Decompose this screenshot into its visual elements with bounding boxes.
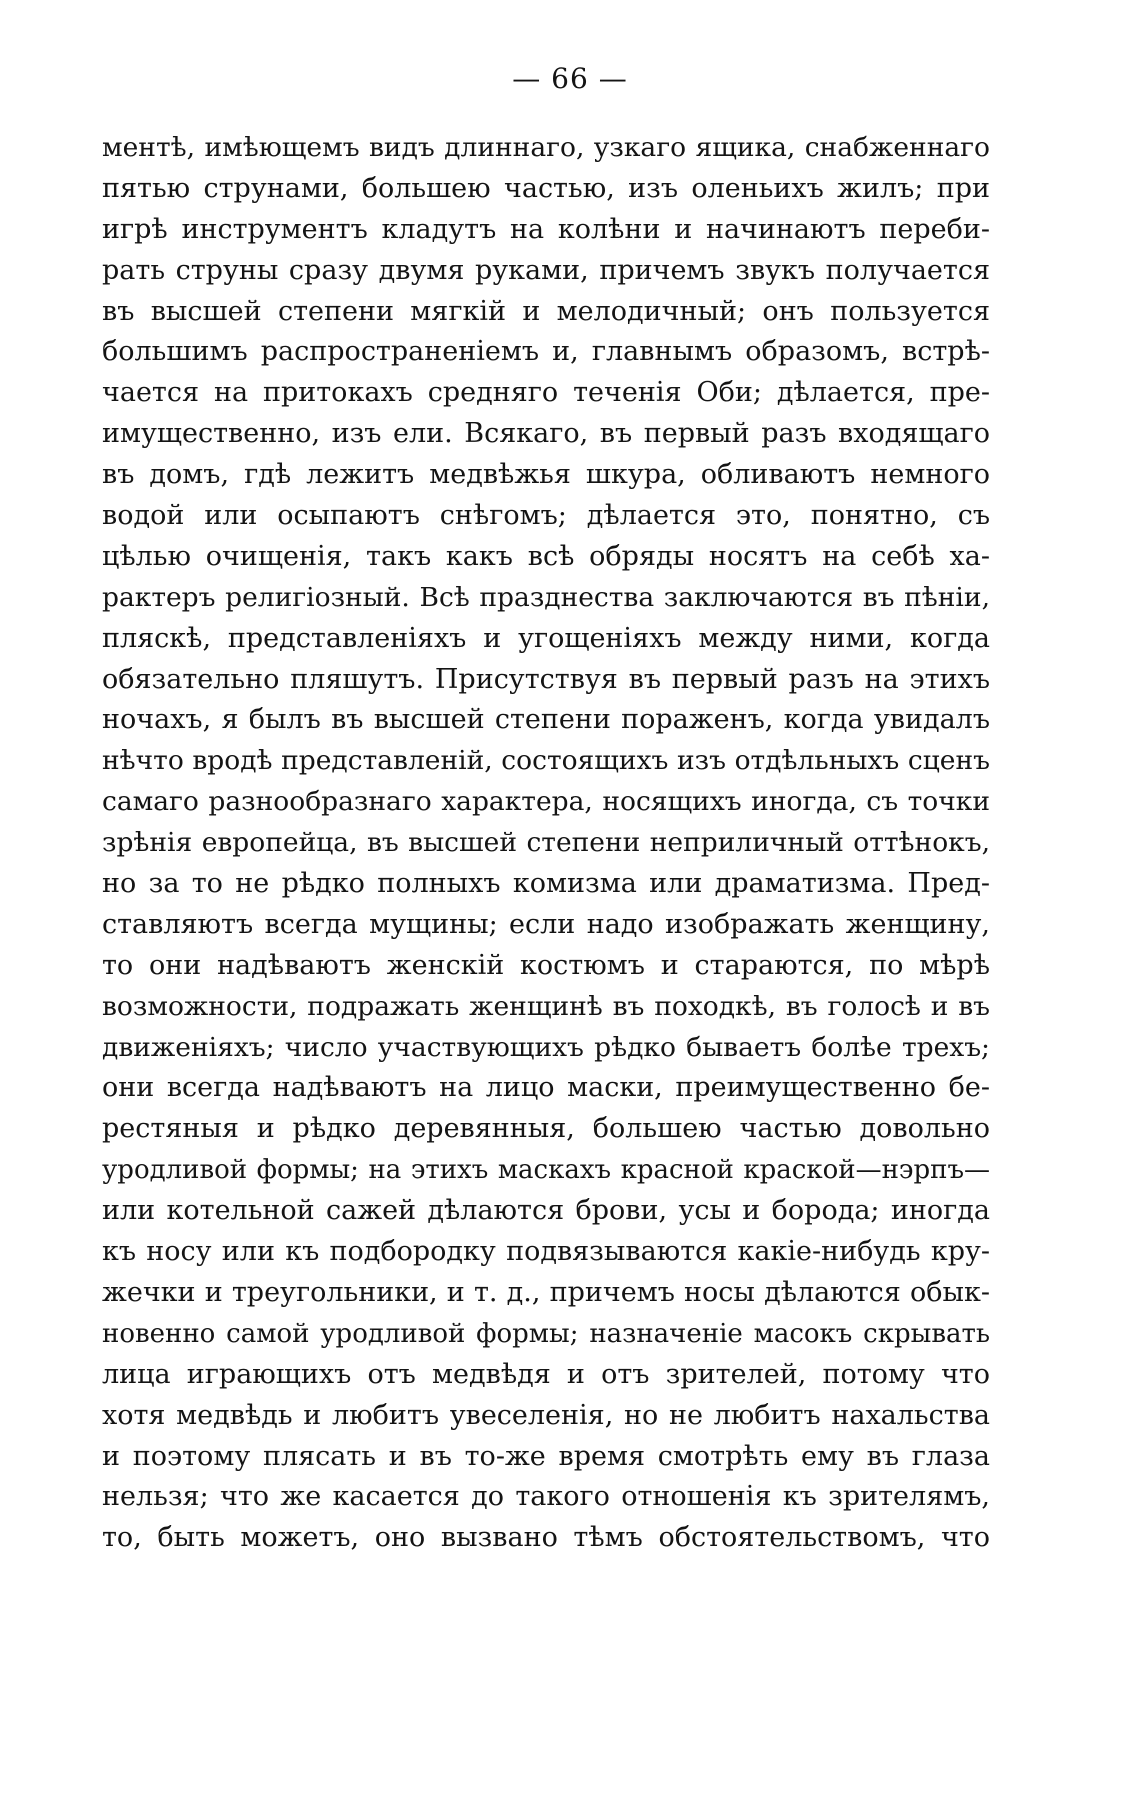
- text-line: рактеръ религіозный. Всѣ празднества заключаются въ пѣніи,: [102, 581, 990, 613]
- text-line: рестяныя и рѣдко деревянныя, большею частью довольно: [102, 1113, 990, 1145]
- text-line: уродливой формы; на этихъ маскахъ красной краской—нэрпъ—: [102, 1155, 990, 1186]
- text-line: водой или осыпаютъ снѣгомъ; дѣлается это, понятно, съ: [102, 500, 990, 532]
- text-line: возможности, подражать женщинѣ въ походкѣ, въ голосѣ и въ: [102, 990, 990, 1022]
- text-line: нѣчто вродѣ представленій, состоящихъ изъ отдѣльныхъ сценъ: [102, 745, 990, 777]
- text-line: ментѣ, имѣющемъ видъ длиннаго, узкаго ящика, снабженнаго: [102, 132, 990, 163]
- text-line: цѣлью очищенія, такъ какъ всѣ обряды носятъ на себѣ ха-: [102, 540, 990, 572]
- text-line: лица играющихъ отъ медвѣдя и отъ зрителей, потому что: [102, 1358, 990, 1390]
- text-line: пляскѣ, представленіяхъ и угощеніяхъ между ними, когда: [102, 622, 990, 654]
- text-line: но за то не рѣдко полныхъ комизма или драматизма. Пред-: [102, 868, 990, 900]
- text-line: новенно самой уродливой формы; назначеніе масокъ скрывать: [102, 1318, 990, 1349]
- text-line: пятью струнами, большею частью, изъ оленьихъ жилъ; при: [102, 172, 990, 204]
- text-line: то они надѣваютъ женскій костюмъ и стараются, по мѣрѣ: [102, 949, 990, 981]
- page-number: — 66 —: [512, 62, 628, 95]
- body-text: [102, 128, 990, 1559]
- text-line: ночахъ, я былъ въ высшей степени пораженъ, когда увидалъ: [102, 704, 990, 736]
- text-line: обязательно пляшутъ. Присутствуя въ первый разъ на этихъ: [102, 663, 990, 695]
- text-line: игрѣ инструментъ кладутъ на колѣни и начинаютъ переби-: [102, 213, 990, 245]
- text-line: и поэтому плясать и въ то-же время смотрѣть ему въ глаза: [102, 1440, 990, 1472]
- text-line: въ высшей степени мягкій и мелодичный; онъ пользуется: [102, 295, 990, 327]
- text-line: къ носу или къ подбородку подвязываются какіе-нибудь кру-: [102, 1236, 990, 1268]
- text-line: они всегда надѣваютъ на лицо маски, преимущественно бе-: [102, 1072, 990, 1104]
- text-line: хотя медвѣдь и любитъ увеселенія, но не любитъ нахальства: [102, 1399, 990, 1431]
- text-line: движеніяхъ; число участвующихъ рѣдко бываетъ болѣе трехъ;: [102, 1031, 990, 1063]
- text-line: самаго разнообразнаго характера, носящихъ иногда, съ точки: [102, 786, 990, 818]
- text-line: жечки и треугольники, и т. д., причемъ носы дѣлаются обык-: [102, 1276, 990, 1308]
- text-line: въ домъ, гдѣ лежитъ медвѣжья шкура, обливаютъ немного: [102, 459, 990, 491]
- text-line: имущественно, изъ ели. Всякаго, въ первый разъ входящаго: [102, 418, 990, 450]
- text-line: нельзя; что же касается до такого отношенія къ зрителямъ,: [102, 1481, 990, 1513]
- text-line: большимъ распространеніемъ и, главнымъ образомъ, встрѣ-: [102, 336, 990, 368]
- text-line: ставляютъ всегда мущины; если надо изображать женщину,: [102, 908, 990, 940]
- text-line: рать струны сразу двумя руками, причемъ звукъ получается: [102, 254, 990, 286]
- text-line: чается на притокахъ средняго теченія Оби; дѣлается, пре-: [102, 377, 990, 409]
- text-line: то, быть можетъ, оно вызвано тѣмъ обстоятельствомъ, что: [102, 1522, 990, 1554]
- text-line: или котельной сажей дѣлаются брови, усы и борода; иногда: [102, 1195, 990, 1227]
- text-line: зрѣнія европейца, въ высшей степени неприличный оттѣнокъ,: [102, 827, 990, 859]
